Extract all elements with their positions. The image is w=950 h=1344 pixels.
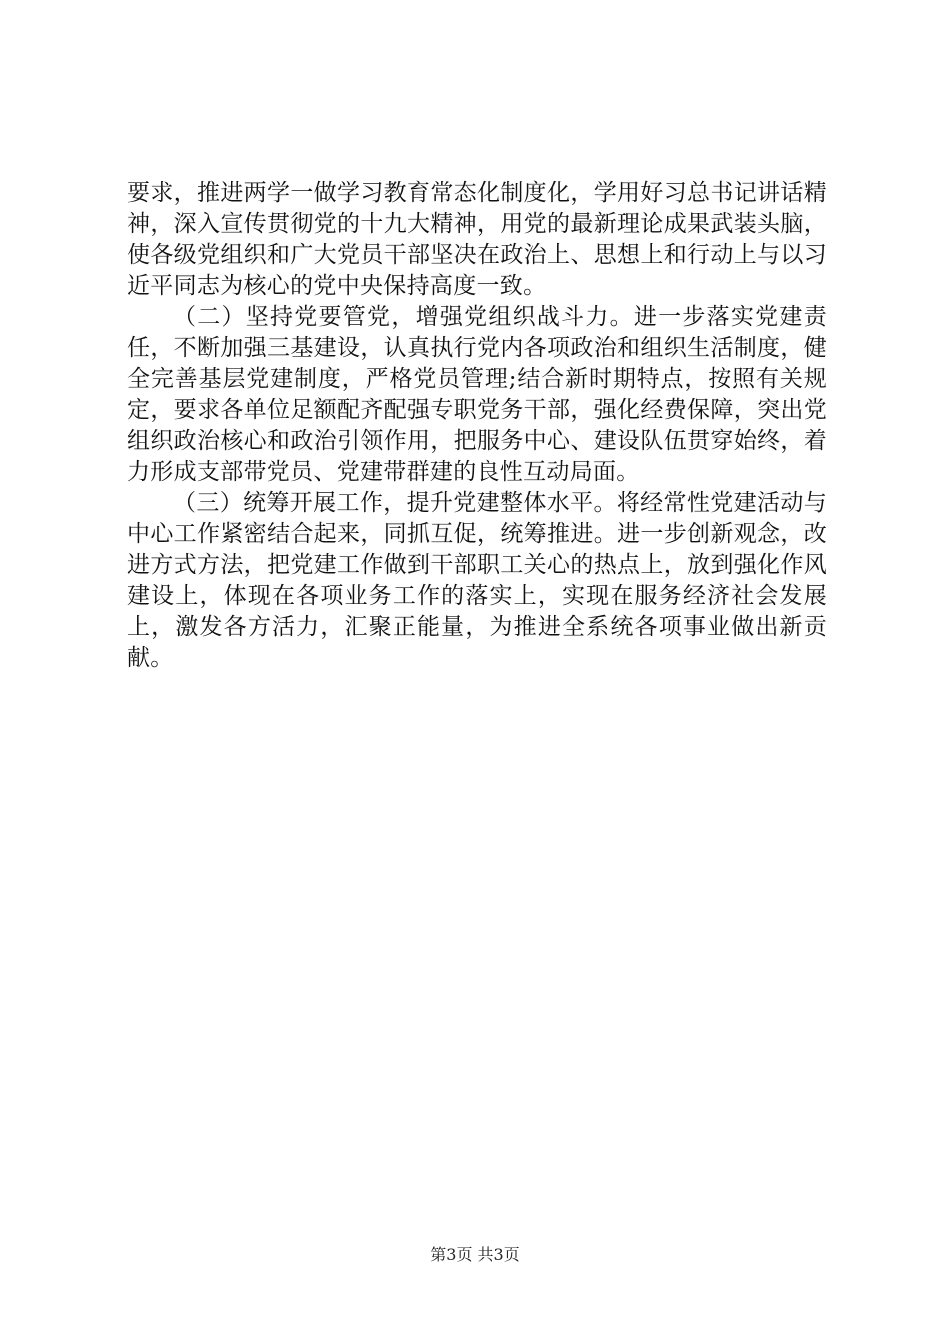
paragraph-section-three: （三）统筹开展工作，提升党建整体水平。将经常性党建活动与中心工作紧密结合起来，同抓互促，统筹推进。进一步创新观念，改进方式方法，把党建工作做到干部职工关心的热点上，放到强化作风建设上，体现在各项业务工作的落实上，实现在服务经济社会发展上，激发各方活力，汇聚正能量，为推进全系统各项事业做出新贡献。 <box>127 490 827 671</box>
document-body <box>127 178 827 674</box>
paragraph-section-two: （二）坚持党要管党，增强党组织战斗力。进一步落实党建责任，不断加强三基建设，认真执行党内各项政治和组织生活制度，健全完善基层党建制度，严格党员管理;结合新时期特点，按照有关规定，要求各单位足额配齐配强专职党务干部，强化经费保障，突出党组织政治核心和政治引领作用，把服务中心、建设队伍贯穿始终，着力形成支部带党员、党建带群建的良性互动局面。 <box>127 304 827 485</box>
page-number: 第3页 共3页 <box>430 1245 520 1264</box>
paragraph-continuation: 要求，推进两学一做学习教育常态化制度化，学用好习总书记讲话精神，深入宣传贯彻党的十九大精神，用党的最新理论成果武装头脑，使各级党组织和广大党员干部坚决在政治上、思想上和行动上与以习近平同志为核心的党中央保持高度一致。 <box>127 180 827 299</box>
page-footer <box>0 1245 950 1265</box>
